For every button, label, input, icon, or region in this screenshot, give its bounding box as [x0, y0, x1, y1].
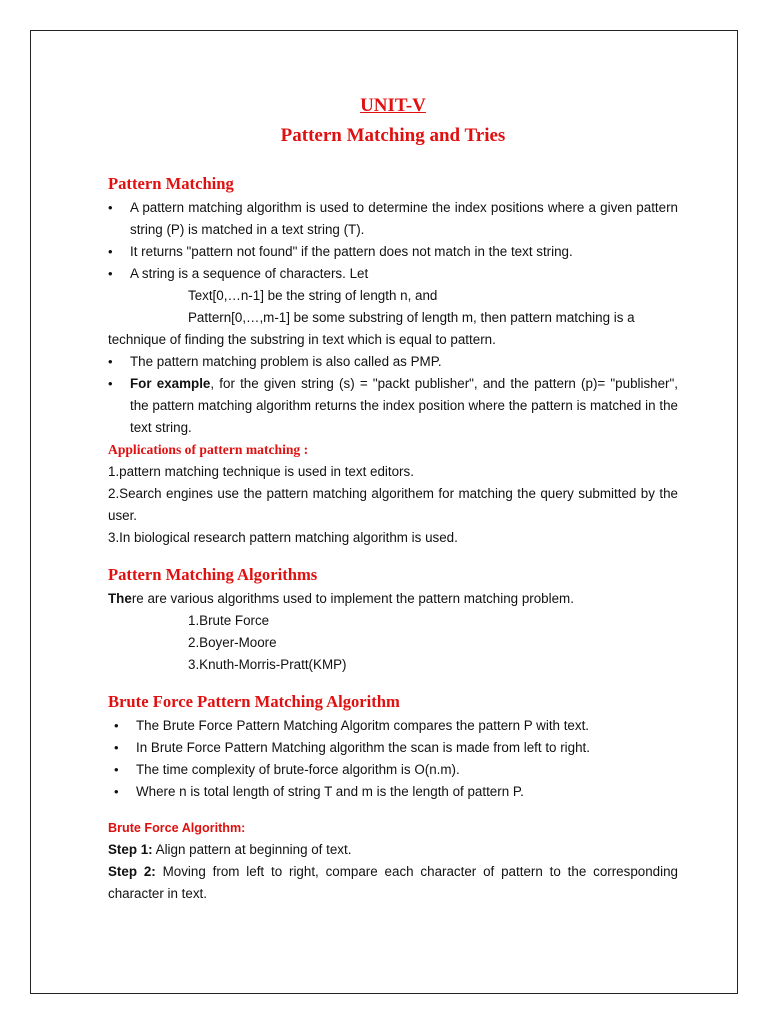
- list-item-example: [108, 373, 678, 439]
- list-item: • The pattern matching problem is also called as PMP.: [108, 351, 678, 373]
- step-text: Moving from left to right, compare each character of pattern to the corresponding character in text.: [108, 864, 678, 901]
- application-item: 1.pattern matching technique is used in text editors.: [108, 464, 414, 479]
- algorithm-steps: [108, 839, 678, 905]
- step-label: Step 2:: [108, 864, 156, 879]
- step-label: Step 1:: [108, 842, 153, 857]
- list-item: • A string is a sequence of characters. Let: [108, 263, 678, 285]
- algorithms-intro: [108, 588, 678, 610]
- example-label: For example: [130, 376, 211, 391]
- algorithm-item: 3.Knuth-Morris-Pratt(KMP): [188, 657, 347, 672]
- step-2: [108, 861, 678, 905]
- list-item: • A pattern matching algorithm is used to determine the index positions where a given pattern string (P) is matched in a text string (T).: [108, 197, 678, 241]
- list-item: • In Brute Force Pattern Matching algorithm the scan is made from left to right.: [108, 737, 678, 759]
- step-text: Align pattern at beginning of text.: [152, 842, 352, 857]
- continuation-line: technique of finding the substring in text which is equal to pattern.: [108, 332, 496, 347]
- algorithm-item: 1.Brute Force: [188, 613, 270, 628]
- document-content: [108, 92, 678, 905]
- document-title: Pattern Matching and Tries: [280, 125, 506, 146]
- applications-heading: Applications of pattern matching :: [108, 442, 309, 457]
- list-item: • The Brute Force Pattern Matching Algoritm compares the pattern P with text.: [108, 715, 678, 737]
- indent-line: Text[0,…n-1] be the string of length n, and: [188, 288, 438, 303]
- step-1: [108, 839, 678, 861]
- unit-title: UNIT-V: [360, 95, 426, 116]
- brute-force-bullets: [108, 715, 678, 803]
- intro-bold: The: [108, 591, 132, 606]
- list-item: • It returns "pattern not found" if the pattern does not match in the text string.: [108, 241, 678, 263]
- indent-line: Pattern[0,…,m-1] be some substring of length m, then pattern matching is a: [188, 310, 635, 325]
- section-heading-algorithms: Pattern Matching Algorithms: [108, 565, 318, 584]
- application-item: 2.Search engines use the pattern matching algorithem for matching the query submitted by the user.: [108, 486, 678, 523]
- section-heading-brute-force: Brute Force Pattern Matching Algorithm: [108, 692, 400, 711]
- list-item: • The time complexity of brute-force algorithm is O(n.m).: [108, 759, 678, 781]
- brute-force-algorithm-heading: Brute Force Algorithm:: [108, 821, 246, 835]
- applications-list: [108, 461, 678, 549]
- application-item: 3.In biological research pattern matching algorithm is used.: [108, 530, 458, 545]
- algorithm-item: 2.Boyer-Moore: [188, 635, 277, 650]
- list-item: • Where n is total length of string T and m is the length of pattern P.: [108, 781, 678, 803]
- intro-text: re are various algorithms used to implement the pattern matching problem.: [131, 591, 574, 606]
- example-text: , for the given string (s) = "packt publisher", and the pattern (p)= "publisher", the pattern matching algorithm returns the index position where the pattern is matched in the text string.: [130, 376, 678, 435]
- title-block: [108, 92, 678, 150]
- pattern-matching-bullets-2: [108, 351, 678, 439]
- pattern-matching-bullets: [108, 197, 678, 285]
- section-heading-pattern-matching: Pattern Matching: [108, 174, 234, 193]
